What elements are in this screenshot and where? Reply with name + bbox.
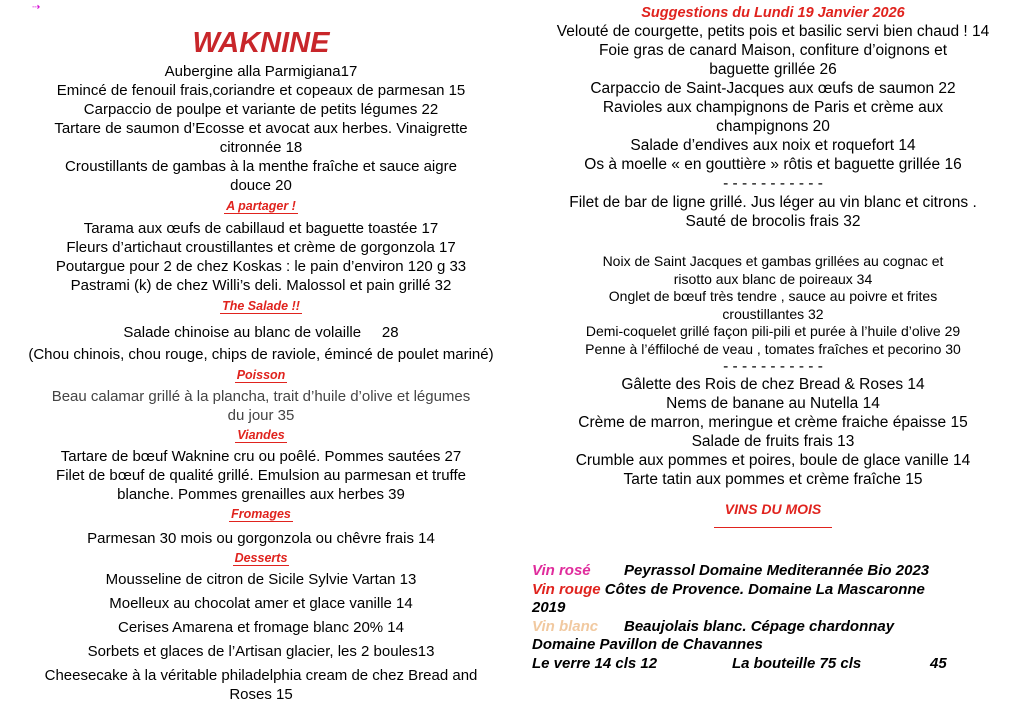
- wine-rouge-value: Côtes de Provence. Domaine La Mascaronne: [604, 580, 925, 598]
- section-title-viandes: Viandes: [237, 428, 285, 442]
- suggestions-mains: [522, 253, 1024, 358]
- menu-item: douce 20: [230, 177, 292, 194]
- menu-item: Salade de fruits frais 13: [691, 433, 855, 450]
- wine-rose-label: Vin rosé: [532, 562, 591, 579]
- separator: - - - - - - - - - - -: [723, 358, 823, 375]
- wine-rouge-label: Vin rouge: [532, 580, 601, 598]
- wine-rouge-year: 2019: [532, 599, 566, 616]
- main-menu: [0, 0, 522, 704]
- wine-rose: [532, 562, 1012, 581]
- viandes-list: [0, 447, 522, 504]
- section-title-a-partager: A partager !: [226, 199, 296, 213]
- menu-item: Cheesecake à la véritable philadelphia cream de chez Bread and: [44, 667, 478, 684]
- menu-item: Fleurs d’artichaut croustillantes et crème de gorgonzola 17: [66, 239, 456, 256]
- menu-item: Tarama aux œufs de cabillaud et baguette toastée 17: [83, 220, 439, 237]
- menu-item-description: (Chou chinois, chou rouge, chips de raviole, émincé de poulet mariné): [28, 346, 494, 363]
- menu-item: Carpaccio de poulpe et variante de petits légumes 22: [83, 101, 439, 118]
- restaurant-title: WAKNINE: [192, 27, 330, 59]
- a-partager-list: [0, 219, 522, 295]
- starters-list: [0, 62, 522, 195]
- menu-item: Os à moelle « en gouttière » rôtis et baguette grillée 16: [584, 156, 962, 173]
- suggestions-desserts: [522, 375, 1024, 489]
- wine-blanc-label: Vin blanc: [532, 617, 599, 635]
- menu-item: Ravioles aux champignons de Paris et crème aux: [602, 99, 944, 116]
- vins-title: VINS DU MOIS: [724, 501, 822, 517]
- vins-underline: [714, 527, 832, 528]
- menu-item: Aubergine alla Parmigiana17: [164, 63, 358, 80]
- section-title-poisson: Poisson: [236, 368, 286, 382]
- menu-item: Noix de Saint Jacques et gambas grillées au cognac et: [602, 253, 944, 269]
- wine-rouge: [532, 581, 1012, 600]
- menu-item: Penne à l’éffiloché de veau , tomates fraîches et pecorino 30: [585, 340, 961, 357]
- menu-item: Onglet de bœuf très tendre , sauce au poivre et frites: [608, 288, 938, 304]
- suggestions-title: Suggestions du Lundi 19 Janvier 2026: [641, 5, 905, 21]
- section-title-salade: The Salade !!: [222, 299, 300, 313]
- wine-blanc-domaine: Domaine Pavillon de Chavannes: [532, 636, 763, 653]
- menu-item: Tartare de bœuf Waknine cru ou poêlé. Pommes sautées 27: [60, 448, 462, 465]
- menu-item: Cerises Amarena et fromage blanc 20% 14: [118, 619, 404, 636]
- decorative-arrow-icon: ⇢: [32, 2, 41, 13]
- menu-item: Moelleux au chocolat amer et glace vanille 14: [109, 595, 413, 612]
- menu-item: du jour 35: [227, 407, 295, 424]
- menu-item: Sauté de brocolis frais 32: [685, 213, 861, 230]
- wine-prices: [532, 655, 1012, 674]
- menu-item: Foie gras de canard Maison, confiture d’oignons et: [598, 42, 948, 59]
- price-bottle-amount: 45: [930, 654, 947, 672]
- menu-item: Emincé de fenouil frais,coriandre et copeaux de parmesan 15: [56, 82, 466, 99]
- suggestions-starters: [522, 22, 1024, 174]
- suggestions-menu: [522, 0, 1024, 528]
- menu-item: Tarte tatin aux pommes et crème fraîche 15: [623, 471, 923, 488]
- menu-item: Salade d’endives aux noix et roquefort 14: [630, 137, 916, 154]
- wine-list: [532, 562, 1012, 673]
- menu-item: citronnée 18: [219, 139, 303, 156]
- menu-item: Croustillants de gambas à la menthe fraîche et sauce aigre: [65, 158, 457, 175]
- menu-item: Mousseline de citron de Sicile Sylvie Vartan 13: [105, 571, 417, 588]
- menu-item: Velouté de courgette, petits pois et basilic servi bien chaud ! 14: [556, 23, 990, 40]
- menu-item: Gâlette des Rois de chez Bread & Roses 14: [621, 376, 925, 393]
- menu-item: Carpaccio de Saint-Jacques aux œufs de saumon 22: [590, 80, 956, 97]
- menu-item: Filet de bar de ligne grillé. Jus léger au vin blanc et citrons .: [569, 194, 977, 211]
- menu-item: Salade chinoise au blanc de volaille 28: [123, 324, 399, 341]
- menu-item: Crumble aux pommes et poires, boule de glace vanille 14: [575, 452, 971, 469]
- salade-list: [0, 323, 522, 364]
- menu-item: champignons 20: [716, 118, 830, 135]
- menu-item: Tartare de saumon d’Ecosse et avocat aux herbes. Vinaigrette: [54, 120, 468, 137]
- poisson-list: [0, 387, 522, 425]
- menu-item: baguette grillée 26: [709, 61, 837, 78]
- price-bottle: La bouteille 75 cls: [732, 654, 862, 672]
- menu-item: Crème de marron, meringue et crème fraiche épaisse 15: [578, 414, 968, 431]
- desserts-list: [0, 570, 522, 704]
- menu-item: blanche. Pommes grenailles aux herbes 39: [117, 486, 405, 503]
- wine-blanc-value: Beaujolais blanc. Cépage chardonnay: [624, 617, 895, 635]
- menu-item: Sorbets et glaces de l’Artisan glacier, les 2 boules13: [87, 643, 435, 660]
- menu-item: Demi-coquelet grillé façon pili-pili et purée à l’huile d’olive 29: [585, 323, 961, 339]
- menu-item: croustillantes 32: [722, 305, 824, 322]
- fromages-list: [0, 529, 522, 548]
- separator: - - - - - - - - - - -: [723, 175, 823, 192]
- price-glass: Le verre 14 cls 12: [532, 654, 658, 672]
- menu-item: Roses 15: [229, 686, 293, 703]
- section-title-desserts: Desserts: [234, 551, 288, 565]
- section-title-fromages: Fromages: [231, 507, 291, 521]
- menu-item: Parmesan 30 mois ou gorgonzola ou chêvre frais 14: [87, 530, 435, 547]
- wine-blanc: [532, 618, 1012, 637]
- menu-item: Beau calamar grillé à la plancha, trait d’huile d’olive et légumes: [51, 388, 471, 405]
- suggestions-fish: [522, 193, 1024, 231]
- menu-item: Poutargue pour 2 de chez Koskas : le pain d’environ 120 g 33: [55, 258, 467, 275]
- wine-rose-value: Peyrassol Domaine Mediterannée Bio 2023: [624, 562, 930, 579]
- menu-item: Filet de bœuf de qualité grillé. Emulsion au parmesan et truffe: [56, 467, 466, 484]
- menu-item: Pastrami (k) de chez Willi’s deli. Malossol et pain grillé 32: [70, 277, 452, 294]
- menu-item: Nems de banane au Nutella 14: [666, 395, 880, 412]
- menu-item: risotto aux blanc de poireaux 34: [673, 270, 873, 287]
